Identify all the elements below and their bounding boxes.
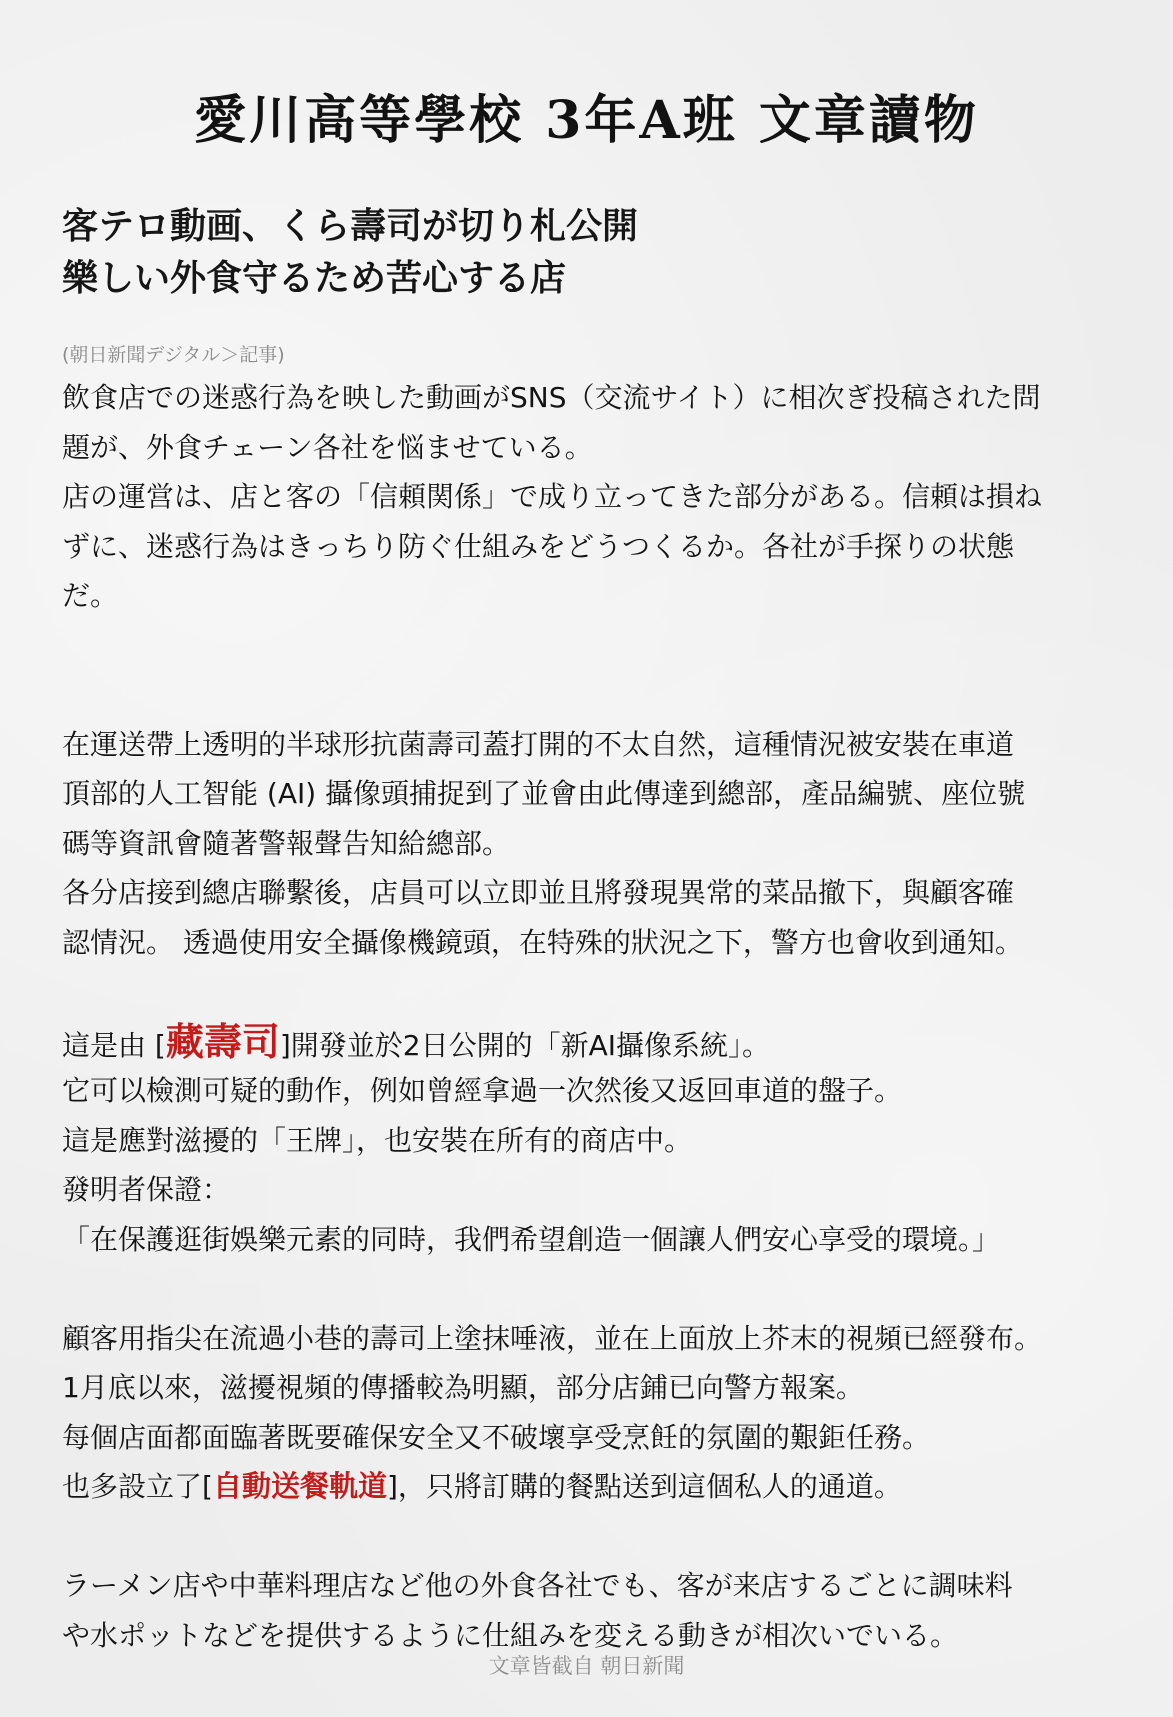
paragraph-gap: [62, 1264, 1142, 1314]
highlight-kura-sushi: 藏壽司: [165, 1018, 280, 1064]
body-line: 各分店接到總店聯繫後，店員可以立即並且將發現異常的菜品撤下，與顧客確: [62, 876, 1015, 909]
body-line: 碼等資訊會隨著警報聲告知給總部。: [62, 826, 511, 860]
body-line: 每個店面都面臨著既要確保安全又不破壞享受烹飪的氛圍的艱鉅任務。: [62, 1420, 931, 1454]
highlight-auto-delivery-lane: 自動送餐軌道: [212, 1469, 387, 1503]
body-line: 頂部的人工智能 (AI) 攝像頭捕捉到了並會由此傳達到總部，產品編號、座位號: [62, 777, 1026, 810]
article-headline: [62, 200, 638, 304]
body-line: ラーメン店や中華料理店など他の外食各社でも、客が来店するごとに調味料: [62, 1569, 1013, 1602]
body-line: だ。: [62, 579, 119, 612]
text-segment: 這是由 [: [62, 1028, 166, 1062]
body-line: 顧客用指尖在流過小巷的壽司上塗抹唾液，並在上面放上芥末的視頻已經發布。: [62, 1321, 1043, 1355]
text-segment: ]開發並於2日公開的「新AI攝像系統」。: [279, 1028, 770, 1062]
article-source: (朝日新聞デジタル＞記事): [62, 344, 285, 366]
body-line: [62, 1017, 1142, 1067]
text-segment: ]，只將訂購的餐點送到這個私人的通道。: [386, 1470, 902, 1503]
body-line: 飲食店での迷惑行為を映した動画がSNS（交流サイト）に相次ぎ投稿された問: [62, 381, 1041, 414]
body-line: 這是應對滋擾的「王牌」，也安裝在所有的商店中。: [62, 1123, 693, 1157]
headline-line: 客テロ動画、くら壽司が切り札公開: [62, 205, 639, 247]
headline-line: 樂しい外食守るため苦心する店: [62, 257, 567, 299]
body-line: [62, 1462, 1142, 1512]
body-line: や水ポットなどを提供するように仕組みを変える動きが相次いでいる。: [62, 1618, 959, 1652]
body-line: 在運送帶上透明的半球形抗菌壽司蓋打開的不太自然，這種情況被安裝在車道: [62, 727, 1015, 761]
text-segment: 也多設立了[: [62, 1470, 213, 1503]
body-line: 發明者保證：: [62, 1173, 231, 1206]
paragraph-gap: [62, 670, 1142, 720]
footer-credit: 文章皆截自 朝日新聞: [488, 1654, 685, 1678]
paragraph-gap: [62, 1512, 1142, 1562]
article-body: [62, 373, 1142, 1660]
paragraph-gap: [62, 967, 1142, 1017]
body-line: 1月底以來，滋擾視頻的傳播較為明顯，部分店鋪已向警方報案。: [62, 1371, 864, 1404]
body-line: 題が、外食チェーン各社を悩ませている。: [62, 430, 593, 464]
body-line: 店の運営は、店と客の「信頼関係」で成り立ってきた部分がある。信頼は損ね: [62, 480, 1043, 513]
body-line: 它可以檢測可疑的動作，例如曾經拿過一次然後又返回車道的盤子。: [62, 1074, 903, 1107]
body-line: 認情況。 透過使用安全攝像機鏡頭，在特殊的狀況之下，警方也會收到通知。: [62, 925, 1023, 959]
paragraph-gap: [62, 621, 1142, 671]
body-line: 「在保護逛街娛樂元素的同時，我們希望創造一個讓人們安心享受的環境。」: [62, 1222, 1001, 1256]
body-line: ずに、迷惑行為はきっちり防ぐ仕組みをどうつくるか。各社が手探りの状態: [62, 529, 1015, 563]
page-title: 愛川高等學校 3年A班 文章讀物: [194, 90, 979, 151]
